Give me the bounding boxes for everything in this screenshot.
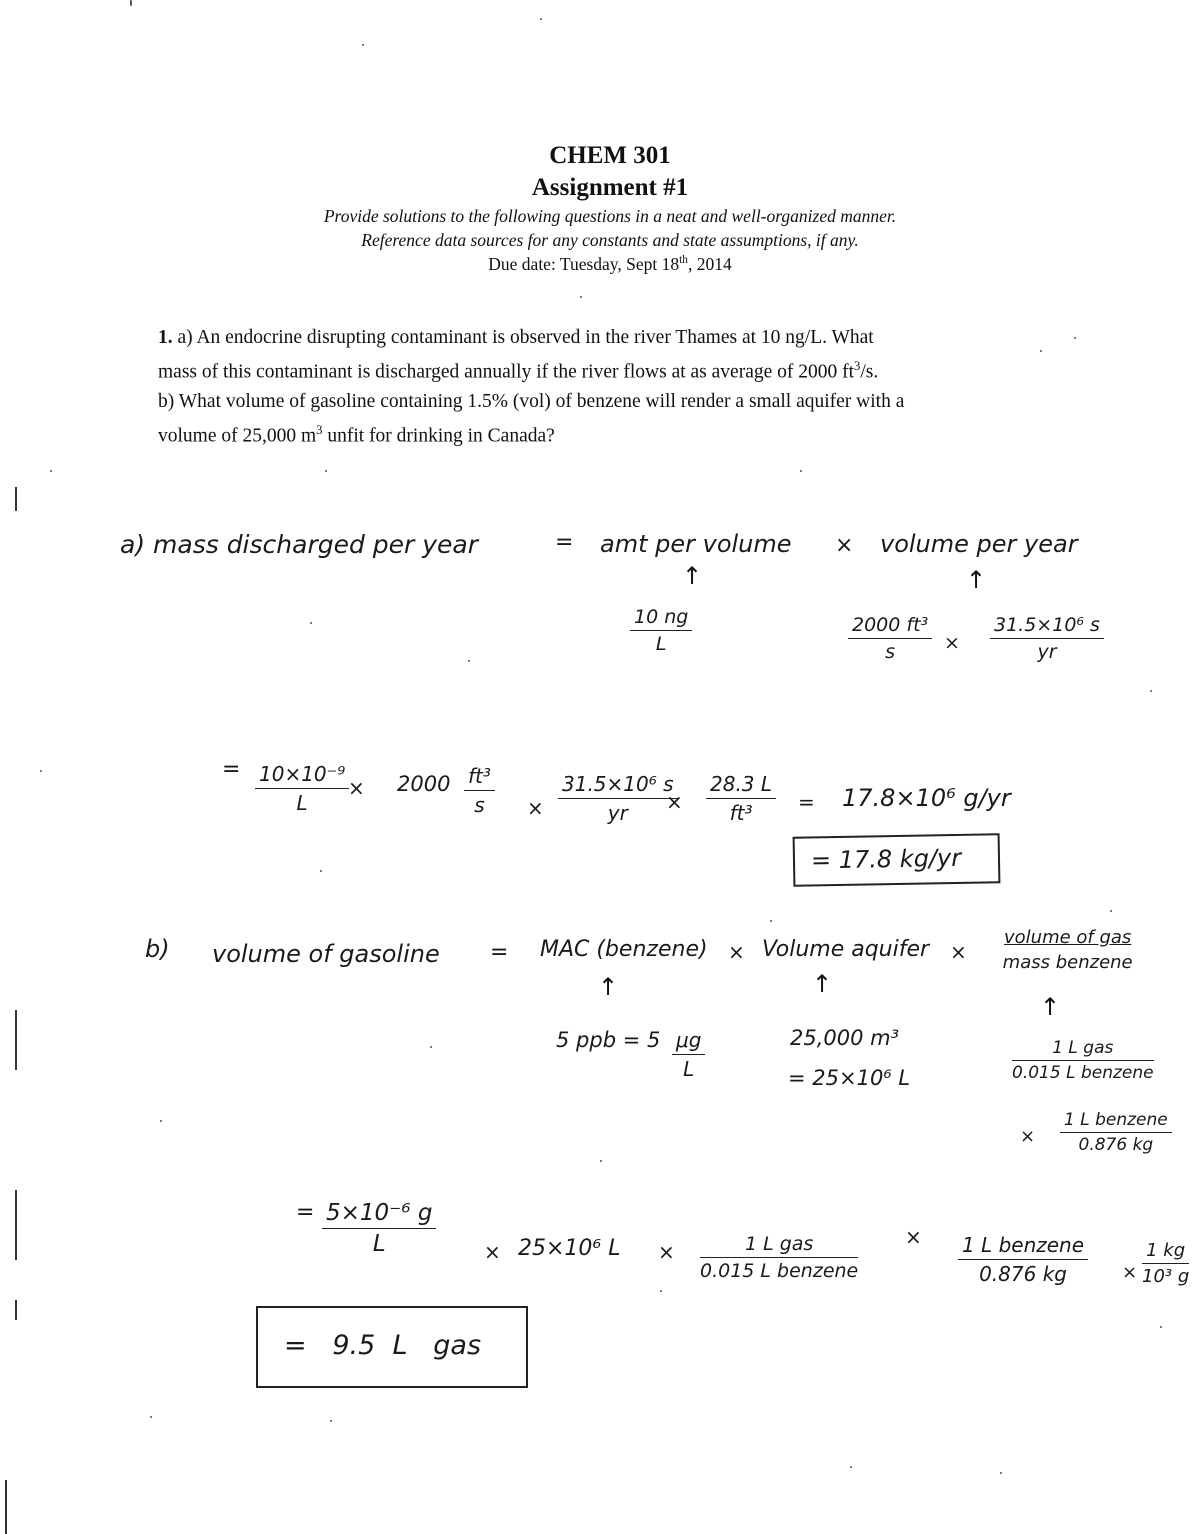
arrow-up-icon: ↑	[598, 973, 619, 1001]
sol-b-calc-gas-fraction: 1 L gas 0.015 L benzene	[700, 1233, 859, 1282]
scan-speck	[468, 660, 470, 662]
sol-a-equals: =	[555, 530, 574, 555]
sol-a-answer: = 17.8 kg/yr	[810, 843, 962, 875]
scan-speck	[800, 470, 802, 472]
sol-b-times: ×	[728, 940, 745, 964]
scan-speck	[1074, 337, 1076, 339]
scan-edge-mark	[15, 1190, 17, 1260]
scan-speck	[160, 1120, 162, 1122]
scan-speck	[600, 1160, 602, 1162]
sol-b-times: ×	[1122, 1262, 1138, 1283]
sol-b-mac: MAC (benzene)	[540, 937, 708, 962]
sol-a-seconds-fraction: $\frac{\text{31.5×10⁶ s}}{yr}$	[990, 614, 1104, 663]
sol-a-line2-flow-fraction: $\frac{\text{ft³}}{s}$	[464, 764, 495, 817]
sol-b-ug-fraction: $\frac{\mu g}{L}$	[672, 1028, 705, 1081]
sol-b-heading: volume of gasoline	[212, 940, 440, 968]
sol-a-times: ×	[666, 790, 683, 814]
sol-b-calc-density-fraction: 1 L benzene 0.876 kg	[958, 1233, 1088, 1286]
sol-a-heading: a) mass discharged per year	[120, 530, 479, 559]
scan-speck	[50, 470, 52, 472]
sol-b-calc-mass-fraction: $\frac{1 kg}{\text{10³ g}}$	[1142, 1240, 1190, 1287]
arrow-up-icon: ↑	[812, 970, 833, 998]
instructions-line-1: Provide solutions to the following questions in a neat and well-organized manner.	[323, 206, 897, 226]
question-block	[158, 323, 1088, 450]
sol-b-answer: = 9.5 L gas	[284, 1330, 482, 1361]
course-title: CHEM 301	[549, 142, 671, 169]
scan-edge-mark	[15, 1010, 17, 1070]
arrow-up-icon: ↑	[682, 562, 703, 590]
sol-a-line2-liters-fraction: $\frac{28.3 L}{\text{ft³}}$	[706, 772, 776, 825]
assignment-title: Assignment #1	[531, 174, 689, 201]
scan-speck	[325, 470, 327, 472]
sol-a-flow-fraction: $\frac{\text{2000 ft³}}{s}$	[848, 614, 932, 663]
sol-a-volume-per-year: volume per year	[880, 530, 1078, 558]
scan-speck	[660, 1290, 662, 1292]
scan-speck	[1040, 350, 1042, 352]
scan-speck	[850, 1466, 852, 1468]
question-part-b-line-1: b) What volume of gasoline containing 1.5% (vol) of benzene will render a small aquifer with a	[158, 390, 905, 412]
scan-speck	[770, 920, 772, 922]
sol-a-conc-fraction: $\frac{10 ng}{L}$	[630, 606, 692, 655]
scan-speck	[1160, 1326, 1162, 1328]
sol-b-volume-aquifer: Volume aquifer	[762, 937, 930, 962]
sol-a-times: ×	[835, 533, 854, 558]
scan-speck	[1150, 690, 1152, 692]
sol-b-aquifer-m3: 25,000 m³	[790, 1026, 900, 1050]
scan-speck	[330, 1420, 332, 1422]
sol-a-line2-seconds-fraction: $\frac{\text{31.5×10⁶ s}}{yr}$	[558, 772, 678, 825]
sol-b-equals: =	[490, 940, 509, 965]
sol-a-line2-equals: =	[222, 757, 241, 782]
sol-a-times: ×	[944, 632, 960, 654]
sol-b-label: b)	[145, 935, 170, 963]
sol-b-times: ×	[950, 940, 967, 964]
sol-a-answer-box	[793, 833, 1001, 887]
sol-b-times: ×	[1020, 1126, 1036, 1147]
sol-b-calc-equals: =	[296, 1200, 315, 1225]
sol-b-calc-mac-fraction: $\frac{\text{5×10⁻⁶ g}}{L}$	[322, 1200, 436, 1257]
scan-speck	[1000, 1472, 1002, 1474]
scan-speck	[362, 44, 364, 46]
sol-b-answer-box	[256, 1306, 528, 1388]
instructions-line-2: Reference data sources for any constants and state assumptions, if any.	[361, 230, 859, 250]
scan-speck	[310, 622, 312, 624]
sol-a-line2-conc-fraction: $\frac{\text{10×10⁻⁹}}{L}$	[255, 762, 349, 815]
sol-b-aquifer-liters: = 25×10⁶ L	[788, 1066, 911, 1090]
sol-b-density-fraction: 1 L benzene 0.876 kg	[1060, 1110, 1172, 1155]
sol-b-ratio-fraction: volume of gas mass benzene	[1002, 927, 1133, 973]
sol-a-line2-2000: 2000	[397, 772, 451, 796]
sol-b-calc-volume: 25×10⁶ L	[518, 1236, 621, 1261]
sol-a-times: ×	[348, 776, 365, 800]
question-part-a-line-1: 1. a) An endocrine disrupting contaminant is observed in the river Thames at 10 ng/L. What	[158, 327, 874, 348]
scan-speck	[150, 1416, 152, 1418]
sol-b-ppb: 5 ppb = 5	[556, 1028, 661, 1052]
scan-speck	[430, 1046, 432, 1048]
sol-b-times: ×	[484, 1240, 501, 1264]
arrow-up-icon: ↑	[966, 566, 987, 594]
sol-a-times: ×	[527, 796, 544, 820]
question-part-a-line-2: mass of this contaminant is discharged annually if the river flows at as average of 2000 $ft^3/s$.	[158, 359, 879, 383]
scan-speck	[540, 18, 542, 20]
scan-speck	[130, 0, 132, 6]
sol-b-gas-ratio-fraction: 1 L gas 0.015 L benzene	[1012, 1038, 1154, 1083]
scan-edge-mark	[15, 487, 17, 511]
sol-a-line2-equals: =	[798, 790, 815, 814]
scan-speck	[580, 296, 582, 298]
scan-edge-mark	[15, 1300, 17, 1320]
sol-a-amt-per-volume: amt per volume	[600, 530, 792, 558]
arrow-up-icon: ↑	[1040, 993, 1061, 1021]
sol-b-times: ×	[658, 1240, 675, 1264]
scan-edge-mark	[5, 1480, 7, 1534]
due-date: Due date: Tuesday, Sept 18th, 2014	[488, 254, 732, 274]
sol-a-line2-result: 17.8×10⁶ g/yr	[842, 784, 1011, 812]
scan-speck	[40, 770, 42, 772]
sol-b-times: ×	[905, 1225, 922, 1249]
scan-speck	[1110, 910, 1112, 912]
scan-speck	[320, 870, 322, 872]
question-part-b-line-2: volume of 25,000 $m^3$ unfit for drinking in Canada?	[158, 422, 555, 446]
